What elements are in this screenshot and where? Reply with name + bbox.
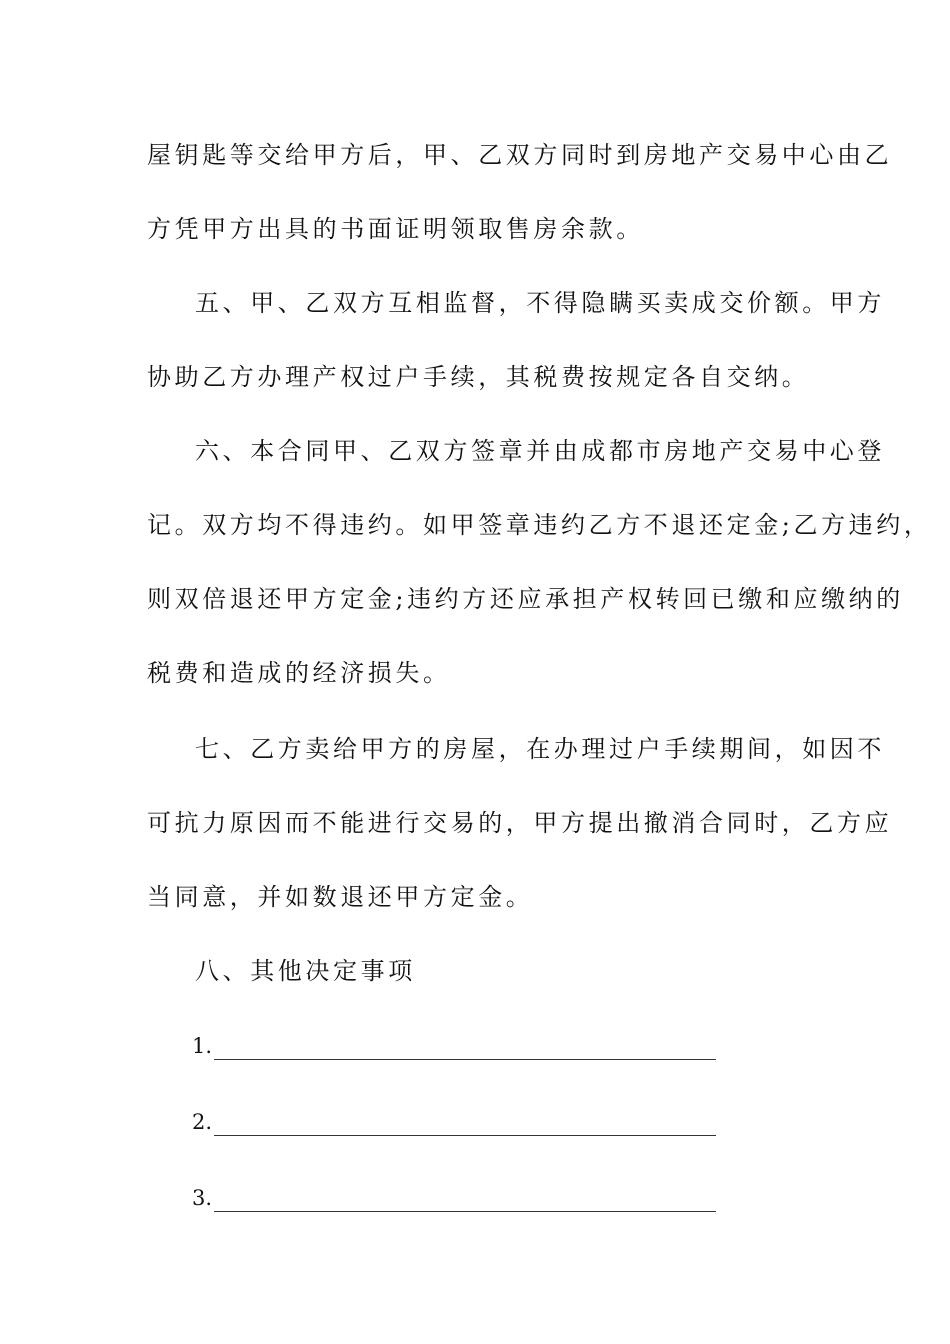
- item-number: 3.: [192, 1186, 213, 1210]
- blank-underline: [214, 1187, 716, 1212]
- clause-4-line-2: 方凭甲方出具的书面证明领取售房余款。: [147, 215, 644, 243]
- clause-5-line-2: 协助乙方办理产权过户手续，其税费按规定各自交纳。: [147, 363, 810, 391]
- item-number: 2.: [192, 1110, 213, 1134]
- clause-4-line-1: 屋钥匙等交给甲方后，甲、乙双方同时到房地产交易中心由乙: [147, 141, 893, 169]
- item-number: 1.: [192, 1034, 213, 1058]
- clause-6-line-2: 记。双方均不得违约。如甲签章违约乙方不退还定金;乙方违约，: [147, 511, 932, 539]
- blank-underline: [214, 1111, 716, 1136]
- blank-item-1: [192, 1032, 716, 1060]
- clause-7-line-2: 可抗力原因而不能进行交易的，甲方提出撤消合同时，乙方应: [147, 809, 893, 837]
- clause-7-line-3: 当同意，并如数退还甲方定金。: [147, 883, 534, 911]
- clause-6-line-1: 六、本合同甲、乙双方签章并由成都市房地产交易中心登: [195, 437, 885, 465]
- blank-item-2: [192, 1108, 716, 1136]
- blank-underline: [214, 1035, 716, 1060]
- clause-6-line-3: 则双倍退还甲方定金;违约方还应承担产权转回已缴和应缴纳的: [147, 585, 904, 613]
- clause-5-line-1: 五、甲、乙双方互相监督，不得隐瞒买卖成交价额。甲方: [195, 289, 885, 317]
- clause-7-line-1: 七、乙方卖给甲方的房屋，在办理过户手续期间，如因不: [195, 735, 885, 763]
- clause-8-heading: 八、其他决定事项: [195, 957, 416, 985]
- clause-6-line-4: 税费和造成的经济损失。: [147, 659, 451, 687]
- blank-item-3: [192, 1184, 716, 1212]
